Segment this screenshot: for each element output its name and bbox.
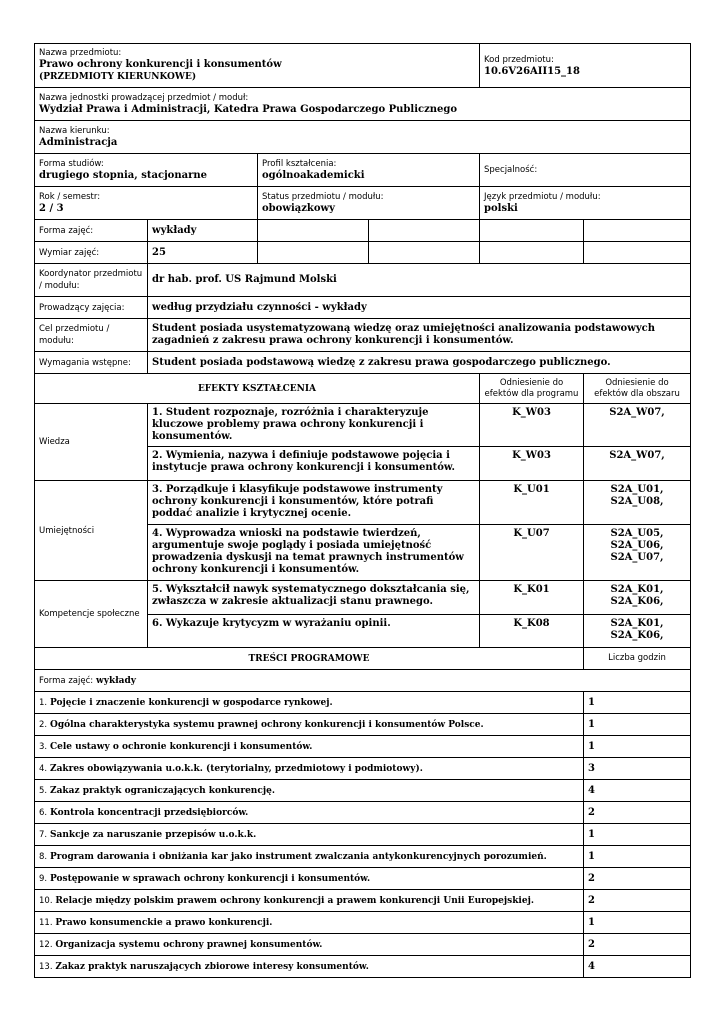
empty-cell xyxy=(584,242,691,264)
subject-code-cell xyxy=(480,44,691,88)
studies-form-label: Forma studiów: xyxy=(39,159,104,169)
topic-row xyxy=(35,868,691,890)
topic-cell xyxy=(35,934,584,956)
topic-hours: 1 xyxy=(584,846,691,868)
unit-cell xyxy=(35,88,691,121)
effects-header: EFEKTY KSZTAŁCENIA xyxy=(35,374,480,404)
effect-row xyxy=(35,481,691,525)
specialty-label: Specjalność: xyxy=(484,165,538,175)
program-header: TREŚCI PROGRAMOWE xyxy=(35,648,584,670)
effect-program-code: K_K01 xyxy=(480,581,584,615)
topic-hours: 1 xyxy=(584,824,691,846)
topic-row xyxy=(35,956,691,978)
topic-number: 1. xyxy=(39,697,48,708)
status-label: Status przedmiotu / modułu: xyxy=(262,192,384,202)
teacher-value: według przydziału czynności - wykłady xyxy=(148,297,691,319)
topic-text: Zakaz praktyk ograniczających konkurencję. xyxy=(50,785,275,796)
topic-row xyxy=(35,934,691,956)
direction-cell xyxy=(35,121,691,154)
topic-number: 7. xyxy=(39,829,48,840)
effect-area-code: S2A_W07, xyxy=(584,447,691,481)
empty-cell xyxy=(584,220,691,242)
effects-header-row xyxy=(35,374,691,404)
topic-text: Prawo konsumenckie a prawo konkurencji. xyxy=(55,917,273,928)
program-form-value: wykłady xyxy=(96,675,137,686)
effect-area-code: S2A_W07, xyxy=(584,404,691,447)
effects-area-header: Odniesienie do efektów dla obszaru xyxy=(584,374,691,404)
effect-text: 3. Porządkuje i klasyfikuje podstawowe instrumenty ochrony konkurencji i konsumentów, które potrafi poddać analizie i krytycznej ocenie. xyxy=(148,481,480,525)
program-form-label: Forma zajęć: xyxy=(39,675,94,686)
effect-row xyxy=(35,404,691,447)
effect-program-code: K_U07 xyxy=(480,525,584,581)
topic-cell xyxy=(35,780,584,802)
subject-code: 10.6V26AII15_18 xyxy=(484,65,580,77)
coordinator-row xyxy=(35,264,691,297)
effect-text: 2. Wymienia, nazywa i definiuje podstawowe pojęcia i instytucje prawa ochrony konkurencji i konsumentów. xyxy=(148,447,480,481)
topic-hours: 4 xyxy=(584,780,691,802)
direction-label: Nazwa kierunku: xyxy=(39,126,110,136)
subject-name-label: Nazwa przedmiotu: xyxy=(39,48,122,58)
coordinator-label: Koordynator przedmiotu / modułu: xyxy=(35,264,148,297)
year-row xyxy=(35,187,691,220)
goal-row xyxy=(35,319,691,352)
program-form-cell xyxy=(35,670,691,692)
subject-name-cell xyxy=(35,44,480,88)
year-cell xyxy=(35,187,258,220)
subject-name: Prawo ochrony konkurencji i konsumentów xyxy=(39,59,282,70)
topic-text: Pojęcie i znaczenie konkurencji w gospodarce rynkowej. xyxy=(50,697,333,708)
effects-program-header: Odniesienie do efektów dla programu xyxy=(480,374,584,404)
unit-label: Nazwa jednostki prowadzącej przedmiot / moduł: xyxy=(39,93,249,103)
topic-hours: 2 xyxy=(584,934,691,956)
profile-value: ogólnoakademicki xyxy=(262,170,365,181)
topic-number: 5. xyxy=(39,785,48,796)
topic-number: 4. xyxy=(39,763,48,774)
profile-cell xyxy=(258,154,480,187)
studies-form-cell xyxy=(35,154,258,187)
topic-hours: 4 xyxy=(584,956,691,978)
topic-cell xyxy=(35,868,584,890)
year-label: Rok / semestr: xyxy=(39,192,101,202)
subject-group: (PRZEDMIOTY KIERUNKOWE) xyxy=(39,72,197,82)
topic-hours: 3 xyxy=(584,758,691,780)
requirements-row xyxy=(35,352,691,374)
effect-row xyxy=(35,581,691,615)
effect-program-code: K_W03 xyxy=(480,447,584,481)
effect-text: 4. Wyprowadza wnioski na podstawie twierdzeń, argumentuje swoje poglądy i posiada umiejętność prowadzenia dyskusji na temat prawnych instrumentów ochrony konkurencji i konsumentów. xyxy=(148,525,480,581)
goal-value: Student posiada usystematyzowaną wiedzę oraz umiejętności analizowania podstawowych zagadnień z zakresu prawa ochrony konkurencji i konsumentów. xyxy=(148,319,691,352)
effect-program-code: K_K08 xyxy=(480,615,584,648)
topic-cell xyxy=(35,692,584,714)
subject-row xyxy=(35,44,691,88)
program-hours-header: Liczba godzin xyxy=(584,648,691,670)
topic-number: 11. xyxy=(39,917,53,928)
topic-hours: 2 xyxy=(584,890,691,912)
topic-hours: 1 xyxy=(584,692,691,714)
topic-cell xyxy=(35,714,584,736)
direction-value: Administracja xyxy=(39,137,118,148)
class-form-value: wykłady xyxy=(148,220,258,242)
effect-text: 1. Student rozpoznaje, rozróżnia i charakteryzuje kluczowe problemy prawa ochrony konkurencji i konsumentów. xyxy=(148,404,480,447)
language-label: Język przedmiotu / modułu: xyxy=(484,192,601,202)
effect-area-code: S2A_K01, S2A_K06, xyxy=(584,615,691,648)
topic-row xyxy=(35,714,691,736)
topic-text: Postępowanie w sprawach ochrony konkurencji i konsumentów. xyxy=(50,873,371,884)
topic-row xyxy=(35,802,691,824)
empty-cell xyxy=(258,220,369,242)
topic-cell xyxy=(35,758,584,780)
topic-cell xyxy=(35,846,584,868)
syllabus-table xyxy=(34,43,691,978)
program-header-row xyxy=(35,648,691,670)
year-value: 2 / 3 xyxy=(39,203,64,214)
empty-cell xyxy=(369,220,480,242)
class-hours-label: Wymiar zajęć: xyxy=(35,242,148,264)
unit-row xyxy=(35,88,691,121)
topic-cell xyxy=(35,824,584,846)
class-form-label: Forma zajęć: xyxy=(35,220,148,242)
topic-hours: 2 xyxy=(584,802,691,824)
syllabus-sheet xyxy=(34,43,690,978)
topic-text: Zakaz praktyk naruszających zbiorowe interesy konsumentów. xyxy=(55,961,369,972)
topic-text: Zakres obowiązywania u.o.k.k. (terytorialny, przedmiotowy i podmiotowy). xyxy=(50,763,423,774)
topic-number: 3. xyxy=(39,741,48,752)
empty-cell xyxy=(480,220,584,242)
subject-code-label: Kod przedmiotu: xyxy=(484,54,554,65)
studies-row xyxy=(35,154,691,187)
direction-row xyxy=(35,121,691,154)
topic-number: 13. xyxy=(39,961,53,972)
topic-text: Relacje między polskim prawem ochrony konkurencji a prawem konkurencji Unii Europejskiej. xyxy=(55,895,534,906)
topic-number: 9. xyxy=(39,873,48,884)
specialty-cell xyxy=(480,154,691,187)
language-value: polski xyxy=(484,203,518,214)
coordinator-value: dr hab. prof. US Rajmund Molski xyxy=(148,264,691,297)
status-cell xyxy=(258,187,480,220)
topic-text: Ogólna charakterystyka systemu prawnej ochrony konkurencji i konsumentów Polsce. xyxy=(50,719,484,730)
topic-number: 10. xyxy=(39,895,53,906)
topic-text: Organizacja systemu ochrony prawnej konsumentów. xyxy=(55,939,323,950)
effect-area-code: S2A_K01, S2A_K06, xyxy=(584,581,691,615)
effect-program-code: K_W03 xyxy=(480,404,584,447)
class-form-row xyxy=(35,220,691,242)
topic-hours: 2 xyxy=(584,868,691,890)
requirements-value: Student posiada podstawową wiedzę z zakresu prawa gospodarczego publicznego. xyxy=(148,352,691,374)
effect-program-code: K_U01 xyxy=(480,481,584,525)
effect-category-knowledge: Wiedza xyxy=(35,404,148,481)
effect-text: 6. Wykazuje krytycyzm w wyrażaniu opinii. xyxy=(148,615,480,648)
topic-row xyxy=(35,692,691,714)
empty-cell xyxy=(369,242,480,264)
topic-text: Program darowania i obniżania kar jako instrument zwalczania antykonkurencyjnych porozumień. xyxy=(50,851,547,862)
topic-cell xyxy=(35,736,584,758)
topic-text: Cele ustawy o ochronie konkurencji i konsumentów. xyxy=(50,741,313,752)
profile-label: Profil kształcenia: xyxy=(262,159,337,169)
topic-cell xyxy=(35,912,584,934)
empty-cell xyxy=(480,242,584,264)
topic-hours: 1 xyxy=(584,714,691,736)
topic-text: Sankcje za naruszanie przepisów u.o.k.k. xyxy=(50,829,257,840)
topic-row xyxy=(35,912,691,934)
teacher-row xyxy=(35,297,691,319)
studies-form-value: drugiego stopnia, stacjonarne xyxy=(39,170,208,181)
topic-row xyxy=(35,780,691,802)
topic-row xyxy=(35,890,691,912)
topic-row xyxy=(35,824,691,846)
topic-number: 6. xyxy=(39,807,48,818)
teacher-label: Prowadzący zajęcia: xyxy=(35,297,148,319)
effect-area-code: S2A_U01, S2A_U08, xyxy=(584,481,691,525)
topic-hours: 1 xyxy=(584,912,691,934)
effect-area-code: S2A_U05, S2A_U06, S2A_U07, xyxy=(584,525,691,581)
topic-row xyxy=(35,758,691,780)
class-hours-row xyxy=(35,242,691,264)
effect-category-social: Kompetencje społeczne xyxy=(35,581,148,648)
class-hours-value: 25 xyxy=(148,242,258,264)
topic-row xyxy=(35,736,691,758)
effect-category-skills: Umiejętności xyxy=(35,481,148,581)
empty-cell xyxy=(258,242,369,264)
topic-row xyxy=(35,846,691,868)
program-form-row xyxy=(35,670,691,692)
topic-number: 2. xyxy=(39,719,48,730)
topic-number: 12. xyxy=(39,939,53,950)
unit-value: Wydział Prawa i Administracji, Katedra Prawa Gospodarczego Publicznego xyxy=(39,104,458,115)
topic-cell xyxy=(35,802,584,824)
topic-text: Kontrola koncentracji przedsiębiorców. xyxy=(50,807,249,818)
status-value: obowiązkowy xyxy=(262,203,335,214)
topic-number: 8. xyxy=(39,851,48,862)
language-cell xyxy=(480,187,691,220)
topic-hours: 1 xyxy=(584,736,691,758)
requirements-label: Wymagania wstępne: xyxy=(35,352,148,374)
topic-cell xyxy=(35,956,584,978)
effect-text: 5. Wykształcił nawyk systematycznego dokształcania się, zwłaszcza w zakresie aktualizacji stanu prawnego. xyxy=(148,581,480,615)
goal-label: Cel przedmiotu / modułu: xyxy=(35,319,148,352)
topic-cell xyxy=(35,890,584,912)
